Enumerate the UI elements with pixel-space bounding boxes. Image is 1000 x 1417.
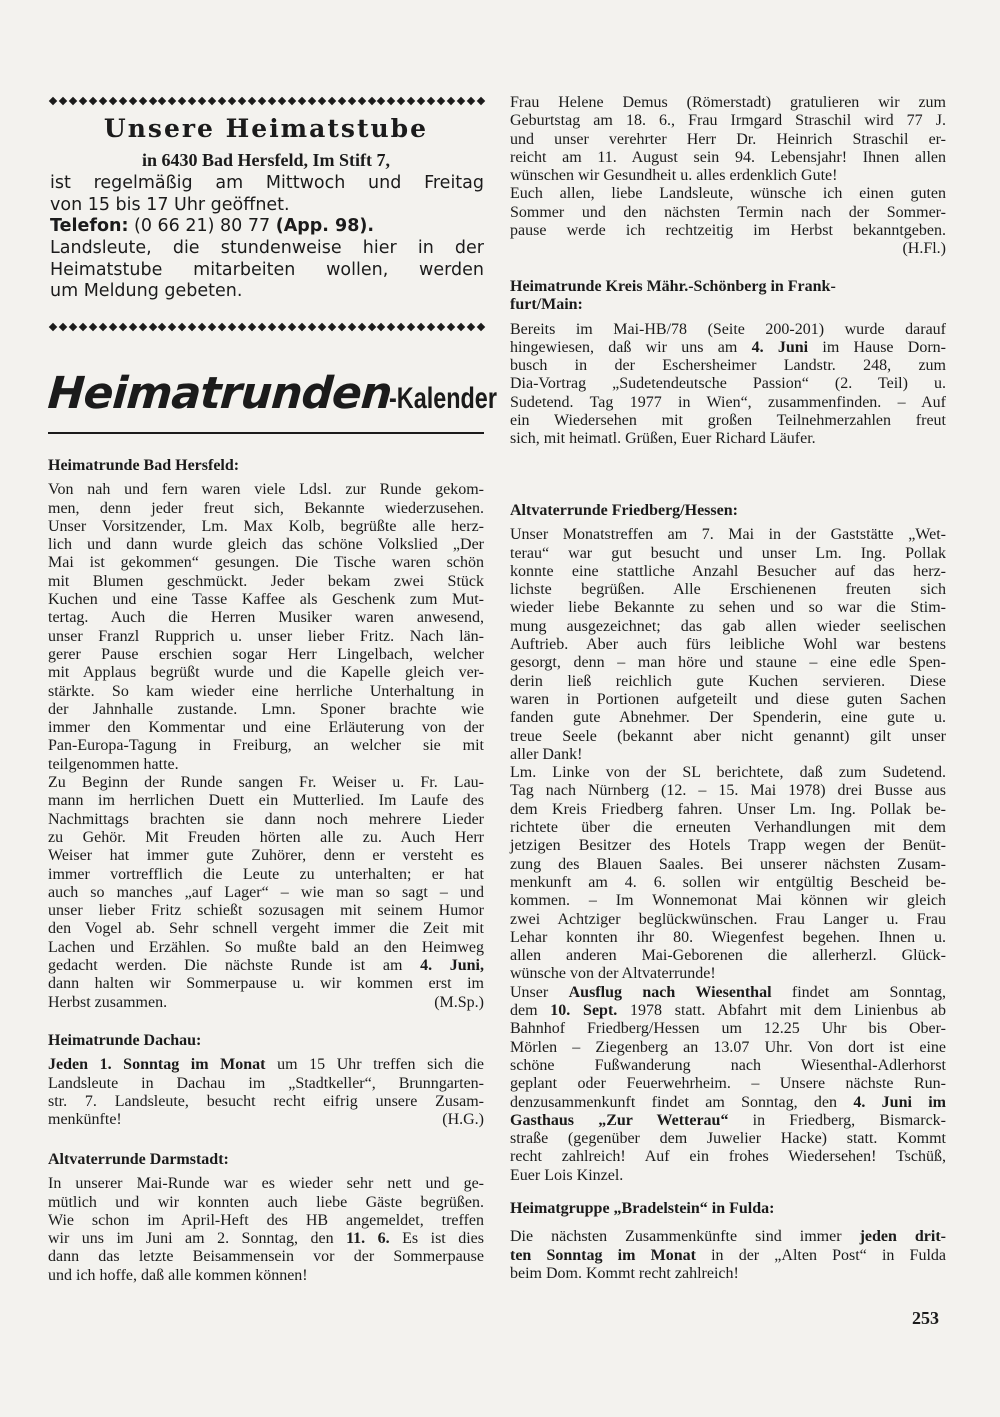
diamond-ornament: [437, 323, 445, 331]
diamond-ornament: [317, 323, 325, 331]
diamond-ornament: [377, 97, 385, 105]
diamond-divider-bottom: [50, 322, 484, 332]
text-line: Sommer und den nächsten Termin nach der Sommer-: [510, 203, 946, 221]
section-maehr-schoenberg: [510, 278, 946, 449]
section-heading: Heimatgruppe „Bradelstein“ in Fulda:: [510, 1200, 775, 1217]
text-line: wünsche von der Altvaterrunde!: [510, 965, 716, 983]
diamond-ornament: [457, 323, 465, 331]
diamond-ornament: [198, 323, 206, 331]
diamond-ornament: [447, 323, 455, 331]
text-line: ist regelmäßig am Mittwoch und Freitag: [50, 173, 484, 193]
text-line: gedacht werden. Die nächste Runde ist am 4. Juni,: [48, 957, 484, 975]
text-line: Euer Lois Kinzel.: [510, 1166, 624, 1184]
text-line: Unser Ausflug nach Wiesenthal findet am Sonntag,: [510, 983, 946, 1001]
diamond-ornament: [128, 323, 136, 331]
text-line: konnte eine stattliche Anzahl Besucher auf das herz-: [510, 562, 946, 580]
bold-text: 4. Juni: [751, 338, 809, 356]
bold-text: ten Sonntag im Monat: [510, 1246, 696, 1264]
text-line: reicht am 11. August sein 94. Lebensjahr! Ihnen allen: [510, 148, 946, 166]
text-line: treue Seele (bekannt aber nicht genannt) gilt unser: [510, 727, 946, 745]
diamond-ornament: [99, 323, 107, 331]
text-line: lichste begrüßen. Alle Erschienenen freuten sich: [510, 581, 946, 599]
bold-text: (App. 98).: [275, 216, 375, 237]
text-line: und unser verehrter Herr Dr. Heinrich Straschil er-: [510, 130, 946, 148]
kalender-title-suffix: -Kalender: [389, 382, 498, 415]
diamond-ornament: [59, 323, 67, 331]
text-line: denzusammenkunft findet am Sonntag, den 4. Juni im: [510, 1093, 947, 1111]
diamond-ornament: [118, 97, 126, 105]
text-line: In unserer Mai-Runde war es wieder sehr nett und ge-: [48, 1175, 484, 1193]
diamond-ornament: [108, 97, 116, 105]
diamond-ornament: [288, 97, 296, 105]
text-line: Auftrieb. Aber auch fürs leibliche Wohl war bestens: [510, 636, 946, 654]
diamond-ornament: [49, 323, 57, 331]
diamond-ornament: [367, 323, 375, 331]
diamond-ornament: [188, 97, 196, 105]
text-line: dann das letzte Beisammensein vor der Sommerpause: [48, 1248, 484, 1266]
diamond-ornament: [228, 323, 236, 331]
diamond-ornament: [69, 323, 77, 331]
text-line: kommen. – Im Wonnemonat Mai können wir gleich: [510, 892, 946, 910]
heimatstube-title: Unsere Heimatstube: [103, 114, 429, 143]
text-line: Bahnhof Friedberg/Hessen um 12.25 Uhr bis Ober-: [510, 1020, 946, 1038]
diamond-ornament: [79, 323, 87, 331]
section-birthdays: [510, 94, 946, 259]
text-line: terau“ war gut besucht und unser Lm. Ing. Pollak: [510, 544, 946, 562]
title-rule: [48, 432, 484, 434]
diamond-ornament: [238, 97, 246, 105]
diamond-ornament: [208, 97, 216, 105]
diamond-ornament: [89, 323, 97, 331]
diamond-ornament: [437, 97, 445, 105]
text-line: mit Blumen geschmückt. Jeder bekam zwei Stück: [48, 572, 484, 590]
diamond-ornament: [337, 323, 345, 331]
diamond-ornament: [148, 323, 156, 331]
text-line: menkunft am 4. 6. sollen wir entgültig Bescheid be-: [510, 873, 946, 891]
text-line: Lachen und Erzählen. So mußte bald an den Heimweg: [48, 938, 484, 956]
diamond-ornament: [138, 323, 146, 331]
bold-text: 4. Juni im: [853, 1093, 947, 1111]
text-line: pause werde ich rechtzeitig im Herbst bekanntgeben.: [510, 222, 946, 240]
diamond-ornament: [238, 323, 246, 331]
text-line: zu Gehör. Mit Freuden hörten alle zu. Auch Herr: [48, 828, 484, 846]
section-body: [510, 94, 946, 259]
diamond-ornament: [308, 323, 316, 331]
text-line: waren in Portionen aufgeteilt und diese guten Sachen: [510, 690, 946, 708]
diamond-ornament: [128, 97, 136, 105]
diamond-ornament: [427, 323, 435, 331]
diamond-ornament: [298, 97, 306, 105]
section-fulda: [510, 1200, 946, 1283]
text-line: [510, 240, 946, 258]
diamond-ornament: [347, 323, 355, 331]
diamond-ornament: [367, 97, 375, 105]
diamond-ornament: [278, 323, 286, 331]
diamond-ornament: [457, 97, 465, 105]
text-line: Sudetend. Tag 1977 in Wien“, zusammenfinden. – Auf: [510, 393, 946, 411]
text-line: jetzigen Besitzer des Hotels Trapp wegen der Benüt-: [510, 837, 946, 855]
diamond-ornament: [317, 97, 325, 105]
section-body: [510, 1228, 946, 1283]
diamond-ornament: [118, 323, 126, 331]
text-line: dem 10. Sept. 1978 statt. Abfahrt mit dem Linienbus ab: [510, 1002, 947, 1020]
text-line: Gasthaus „Zur Wetterau“ in Friedberg, Bismarck-: [510, 1111, 946, 1129]
text-line: zung des Blauen Saales. Bei unserer nächsten Zusam-: [510, 855, 946, 873]
diamond-ornament: [49, 97, 57, 105]
diamond-ornament: [377, 323, 385, 331]
diamond-ornament: [268, 97, 276, 105]
text-line: immer vortrefflich die Leute zu unterhalten; er hat: [48, 865, 484, 883]
text-line: str. 7. Landsleute, besucht recht eifrig unsere Zusam-: [48, 1092, 484, 1110]
text-line: Dia-Vortrag „Sudetendeutsche Passion“ (2. Teil) u.: [510, 375, 946, 393]
diamond-ornament: [208, 323, 216, 331]
diamond-ornament: [218, 97, 226, 105]
text-line: unser Franzl Rupprich u. unser lieber Fritz. Nach län-: [48, 627, 484, 645]
text-line: wünschen wir Gesundheit u. alles erdenklich Gute!: [510, 167, 838, 185]
text-line: den Vogel ab. Sehr schnell vergeht immer die Zeit mit: [48, 920, 484, 938]
diamond-ornament: [218, 323, 226, 331]
diamond-ornament: [268, 323, 276, 331]
text-line: beim Dom. Kommt recht zahlreich!: [510, 1264, 739, 1282]
diamond-ornament: [108, 323, 116, 331]
diamond-ornament: [467, 97, 475, 105]
text-line: gesorgt, denn – man höre und staune – eine edle Spen-: [510, 654, 946, 672]
diamond-ornament: [357, 97, 365, 105]
text-line: Telefon: (0 66 21) 80 77 (App. 98).: [50, 216, 375, 237]
diamond-ornament: [337, 97, 345, 105]
text-line: von 15 bis 17 Uhr geöffnet.: [50, 194, 290, 215]
section-heading: Heimatrunde Dachau:: [48, 1032, 202, 1049]
diamond-ornament: [248, 97, 256, 105]
text-line: Frau Helene Demus (Römerstadt) gratulieren wir zum: [510, 94, 946, 111]
bold-text: Jeden 1. Sonntag im Monat: [48, 1056, 266, 1074]
diamond-ornament: [347, 97, 355, 105]
text-line: Mai ist gekommen“ gesungen. Die Tische waren schön: [48, 554, 484, 572]
text-line: mütlich und wir konnten auch liebe Gäste begrüßen.: [48, 1193, 484, 1211]
section-heading: Altvaterrunde Friedberg/Hessen:: [510, 502, 738, 519]
text-line: Heimatstube mitarbeiten wollen, werden: [50, 259, 484, 280]
diamond-ornament: [198, 97, 206, 105]
text-line: Wie schon im April-Heft des HB angemeldet, treffen: [48, 1211, 484, 1229]
text-line-content: menkünfte!: [48, 1111, 122, 1129]
text-line: aller Dank!: [510, 745, 583, 763]
text-line: teilgenommen hatte.: [48, 755, 179, 773]
text-line-content: Herbst zusammen.: [48, 993, 168, 1011]
diamond-ornament: [138, 97, 146, 105]
heading-line: furt/Main:: [510, 296, 583, 314]
text-line: Weiser hat immer gute Zuhörer, denn er versteht es: [48, 847, 484, 865]
text-line: Zu Beginn der Runde sangen Fr. Weiser u. Fr. Lau-: [48, 774, 484, 792]
text-line: recht zahlreich! Auf ein frohes Wiedersehen! Tschüß,: [510, 1148, 946, 1166]
text-line: allen anderen Mai-Geborenen die allerherzl. Glück-: [510, 947, 946, 965]
diamond-ornament: [248, 323, 256, 331]
diamond-ornament: [148, 97, 156, 105]
text-line: lich und dann wurde gleich das schöne Volkslied „Der: [48, 536, 484, 554]
author-signature: (H.Fl.): [902, 240, 946, 258]
text-line: Mörlen – Ziegenberg an 13.07 Uhr. Von dort ist eine: [510, 1038, 946, 1056]
diamond-ornament: [158, 323, 166, 331]
section-darmstadt: [48, 1151, 484, 1285]
diamond-ornament: [327, 323, 335, 331]
text-line: geplant oder Feuerwehrheim. – Unsere nächste Run-: [510, 1075, 946, 1093]
text-line: wieder liebe Bekannte zu sehen und so war die Stim-: [510, 599, 946, 617]
author-signature: (H.G.): [442, 1111, 484, 1129]
heimatstube-body: [50, 173, 484, 303]
author-signature: (M.Sp.): [434, 993, 484, 1011]
diamond-ornament: [407, 323, 415, 331]
diamond-ornament: [158, 97, 166, 105]
text-line: unser lieber Fritz schießt sozusagen mit seinem Humor: [48, 902, 484, 920]
diamond-ornament: [79, 97, 87, 105]
diamond-ornament: [427, 97, 435, 105]
text-line: tertag. Auch die Herren Musiker waren anwesend,: [48, 609, 484, 627]
heimatstube-address: in 6430 Bad Hersfeld, Im Stift 7,: [141, 150, 390, 170]
section-friedberg: [510, 502, 946, 1185]
text-line: Lehar konnten ihr 80. Wiegenfest begehen. Ihnen u.: [510, 928, 946, 946]
section-body: [48, 1175, 484, 1285]
section-body: [510, 321, 946, 449]
text-line: der Jahnhalle zustande. Lmn. Sponer brachte wie: [48, 700, 484, 718]
text-line: Unser Monatstreffen am 7. Mai in der Gaststätte „Wet-: [510, 526, 946, 544]
section-dachau: [48, 1032, 484, 1129]
text-line: ein Wiedersehen mit großen Teilnehmerzahlen freut: [510, 412, 946, 430]
heading-line: Heimatrunde Kreis Mähr.-Schönberg in Frank-: [510, 278, 836, 295]
diamond-ornament: [477, 97, 485, 105]
text-line: [48, 994, 484, 1012]
section-heading: [510, 278, 946, 315]
text-line: busch in der Eschersheimer Landstr. 248, zum: [510, 357, 946, 375]
diamond-ornament: [417, 323, 425, 331]
text-line: [48, 1111, 484, 1129]
section-heading: Altvaterrunde Darmstadt:: [48, 1151, 229, 1168]
diamond-ornament: [258, 323, 266, 331]
section-body: [48, 1056, 484, 1129]
text-line: Kuchen und eine Tasse Kaffee als Geschenk zum Mut-: [48, 591, 484, 609]
text-line: Nachmittags brachten sie dann noch mehrere Lieder: [48, 810, 484, 828]
diamond-ornament: [99, 97, 107, 105]
kalender-title: [48, 368, 528, 419]
section-body: [510, 526, 946, 1185]
text-line: auch so manches „auf Lager“ – wie man so sagt – und: [48, 883, 484, 901]
section-bad-hersfeld: [48, 457, 484, 1012]
text-line: Landsleute, die stundenweise hier in der: [50, 238, 484, 259]
bold-text: 10. Sept.: [550, 1002, 618, 1020]
diamond-ornament: [467, 323, 475, 331]
page-number: 253: [912, 1308, 939, 1328]
text-line: men, denn jeder freut sich, Bekannte wiederzusehen.: [48, 499, 484, 517]
diamond-ornament: [447, 97, 455, 105]
section-heading: Heimatrunde Bad Hersfeld:: [48, 457, 240, 474]
text-line: gerer Pause erschien sogar Herr Lingelbach, welcher: [48, 645, 484, 663]
diamond-ornament: [407, 97, 415, 105]
diamond-ornament: [397, 97, 405, 105]
diamond-ornament: [477, 323, 485, 331]
diamond-ornament: [59, 97, 67, 105]
diamond-ornament: [89, 97, 97, 105]
text-line: Lm. Linke von der SL berichtete, daß zum Sudetend.: [510, 764, 946, 782]
text-line: straße (gegenüber dem Juwelier Hacke) statt. Kommt: [510, 1130, 946, 1148]
diamond-ornament: [228, 97, 236, 105]
text-line: mann im herrlichen Duett ein Mutterlied. Im Laufe des: [48, 792, 484, 810]
text-line: zwei Achtziger beglückwünschen. Frau Langer u. Frau: [510, 910, 946, 928]
diamond-ornament: [178, 97, 186, 105]
text-line: stärkte. So kam wieder eine herrliche Unterhaltung in: [48, 682, 484, 700]
diamond-ornament: [298, 323, 306, 331]
text-line: derin ließ reichlich gute Kuchen servieren. Diese: [510, 672, 946, 690]
diamond-ornament: [168, 97, 176, 105]
text-line: fanden gute Abnehmer. Der Spenderin, eine gute u.: [510, 709, 946, 727]
text-line: um Meldung gebeten.: [50, 281, 243, 302]
diamond-ornament: [178, 323, 186, 331]
diamond-ornament: [387, 323, 395, 331]
text-line: Unser Vorsitzender, Lm. Max Kolb, begrüßte alle herz-: [48, 517, 484, 535]
bold-text: Telefon:: [50, 216, 129, 237]
text-line: Die nächsten Zusammenkünfte sind immer jeden drit-: [510, 1228, 947, 1246]
text-line: wir uns im Juni am 2. Sonntag, den 11. 6. Es ist dies: [48, 1230, 485, 1248]
diamond-ornament: [417, 97, 425, 105]
text-line: schöne Fußwanderung nach Wiesenthal-Adlerhorst: [510, 1056, 946, 1074]
diamond-ornament: [278, 97, 286, 105]
diamond-ornament: [288, 323, 296, 331]
text-line: immer den Kommentar und eine Erläuterung von der: [48, 719, 484, 737]
text-line: Geburtstag am 18. 6., Frau Irmgard Straschil wird 77 J.: [510, 112, 946, 130]
text-line: Jeden 1. Sonntag im Monat um 15 Uhr treffen sich die: [48, 1056, 485, 1074]
text-line: hingewiesen, daß wir uns am 4. Juni im Hause Dorn-: [510, 338, 947, 356]
bold-text: jeden drit-: [859, 1228, 947, 1246]
kalender-title-script: Heimatrunden: [46, 368, 394, 419]
diamond-ornament: [387, 97, 395, 105]
text-line: Von nah und fern waren viele Ldsl. zur Runde gekom-: [48, 481, 484, 499]
diamond-divider-top: [50, 96, 484, 106]
diamond-ornament: [168, 323, 176, 331]
diamond-ornament: [258, 97, 266, 105]
text-line: richtete über die erneuten Verhandlungen mit dem: [510, 819, 946, 837]
section-body: [48, 481, 484, 1012]
text-line: Landsleute in Dachau im „Stadtkeller“, Brunngarten-: [48, 1074, 484, 1092]
text-line: ten Sonntag im Monat in der „Alten Post“ in Fulda: [510, 1246, 946, 1264]
text-line: sich, mit heimatl. Grüßen, Euer Richard Läufer.: [510, 430, 816, 448]
diamond-ornament: [327, 97, 335, 105]
bold-text: 4. Juni,: [420, 957, 484, 975]
diamond-ornament: [188, 323, 196, 331]
diamond-ornament: [397, 323, 405, 331]
text-line: dem Kreis Friedberg fahren. Unser Lm. Ing. Pollak be-: [510, 800, 946, 818]
text-line: Euch allen, liebe Landsleute, wünsche ich einen guten: [510, 185, 946, 203]
diamond-ornament: [308, 97, 316, 105]
bold-text: 11. 6.: [346, 1230, 390, 1248]
text-line: mit Applaus begrüßt wurde und die Kapelle gleich ver-: [48, 664, 484, 682]
bold-text: Ausflug nach Wiesenthal: [568, 983, 772, 1001]
text-line: Tag nach Nürnberg (12. – 15. Mai 1978) drei Busse aus: [510, 782, 946, 800]
diamond-ornament: [69, 97, 77, 105]
diamond-ornament: [357, 323, 365, 331]
text-line: dann halten wir Sommerpause u. wir kommen erst im: [48, 975, 484, 993]
text-line: Bereits im Mai-HB/78 (Seite 200-201) wurde darauf: [510, 320, 946, 338]
text-line: mung ausgezeichnet; das gab allen wieder seelischen: [510, 617, 946, 635]
text-line: und ich hoffe, daß alle kommen können!: [48, 1266, 308, 1284]
bold-text: Gasthaus „Zur Wetterau“: [510, 1111, 729, 1129]
text-line: Pan-Europa-Tagung in Freiburg, an welcher sie mit: [48, 737, 484, 755]
